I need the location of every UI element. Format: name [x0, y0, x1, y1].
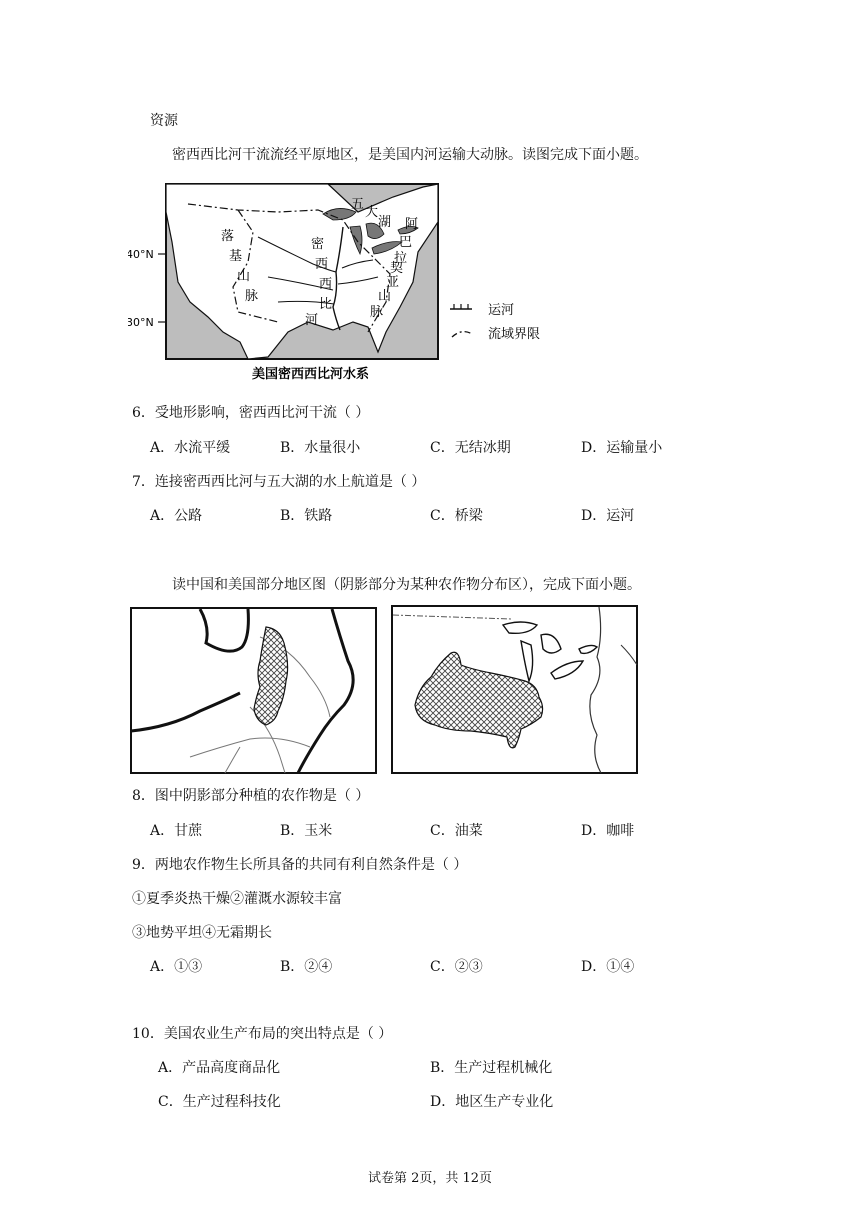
mississippi-map: [128, 182, 558, 382]
q6-option-b[interactable]: B．水量很小: [280, 440, 361, 456]
q7-option-c[interactable]: C．桥梁: [430, 508, 483, 524]
q8-option-a[interactable]: A．甘蔗: [150, 823, 203, 839]
miss-char-4: 比: [319, 297, 333, 312]
q9-stem: 9．两地农作物生长所具备的共同有利自然条件是（ ）: [132, 857, 468, 873]
q9-option-c[interactable]: C．②③: [430, 959, 483, 975]
rocky-char-3: 山: [237, 269, 251, 284]
us-crop-map: [391, 605, 638, 774]
rocky-char-4: 脉: [245, 289, 259, 304]
legend-boundary-label: 流域界限: [488, 327, 541, 342]
q6-option-a[interactable]: A．水流平缓: [150, 440, 231, 456]
q10-option-d[interactable]: D．地区生产专业化: [430, 1094, 554, 1110]
miss-char-2: 西: [315, 257, 329, 272]
q6-stem: 6．受地形影响，密西西比河干流（ ）: [132, 405, 370, 421]
lat-40-label: 40°N: [128, 248, 154, 261]
lakes-char-3: 湖: [378, 215, 392, 230]
q10-stem: 10．美国农业生产布局的突出特点是（ ）: [132, 1026, 393, 1042]
appal-char-1: 阿: [405, 217, 419, 232]
q7-stem: 7．连接密西西比河与五大湖的水上航道是（ ）: [132, 474, 426, 490]
lat-30-label: 30°N: [128, 316, 154, 329]
q7-option-d[interactable]: D．运河: [581, 508, 635, 524]
rocky-char-1: 落: [221, 229, 235, 244]
intro-text-2: 读中国和美国部分地区图（阴影部分为某种农作物分布区），完成下面小题。: [172, 577, 641, 593]
q9-statements-2: ③地势平坦④无霜期长: [132, 925, 272, 941]
miss-char-3: 西: [319, 277, 333, 292]
miss-char-1: 密: [311, 237, 325, 252]
legend-canal-label: 运河: [488, 303, 515, 318]
q8-option-d[interactable]: D．咖啡: [581, 823, 635, 839]
map1-caption: 美国密西西比河水系: [252, 367, 370, 382]
q6-option-d[interactable]: D．运输量小: [581, 440, 663, 456]
rocky-char-2: 基: [229, 249, 243, 264]
legend-canal: [450, 303, 514, 318]
page-footer: 试卷第 2页，共 12页: [367, 1171, 493, 1186]
legend-boundary: [452, 326, 540, 342]
appal-char-3: 拉: [394, 251, 408, 266]
q9-option-a[interactable]: A．①③: [150, 959, 203, 975]
appal-char-6: 山: [378, 289, 392, 304]
q8-option-c[interactable]: C．油菜: [430, 823, 483, 839]
q6-option-c[interactable]: C．无结冰期: [430, 440, 511, 456]
appal-char-2: 巴: [399, 235, 413, 250]
china-crop-map: [130, 607, 377, 774]
appal-char-7: 脉: [370, 305, 384, 320]
q8-stem: 8．图中阴影部分种植的农作物是（ ）: [132, 788, 370, 804]
appal-char-4: 契: [390, 261, 404, 276]
intro-text-1: 密西西比河干流流经平原地区，是美国内河运输大动脉。读图完成下面小题。: [172, 147, 648, 163]
q7-option-a[interactable]: A．公路: [150, 508, 203, 524]
section-label: 资源: [150, 113, 178, 129]
q8-option-b[interactable]: B．玉米: [280, 823, 333, 839]
q9-statements-1: ①夏季炎热干燥②灌溉水源较丰富: [132, 891, 342, 907]
lakes-char-2: 大: [365, 205, 379, 220]
miss-char-5: 河: [305, 313, 319, 328]
lakes-char-1: 五: [351, 197, 365, 212]
q9-option-b[interactable]: B．②④: [280, 959, 333, 975]
q10-option-a[interactable]: A．产品高度商品化: [158, 1060, 281, 1076]
q10-option-b[interactable]: B．生产过程机械化: [430, 1060, 553, 1076]
q9-option-d[interactable]: D．①④: [581, 959, 635, 975]
q7-option-b[interactable]: B．铁路: [280, 508, 333, 524]
appal-char-5: 亚: [386, 275, 400, 290]
q10-option-c[interactable]: C．生产过程科技化: [158, 1094, 281, 1110]
